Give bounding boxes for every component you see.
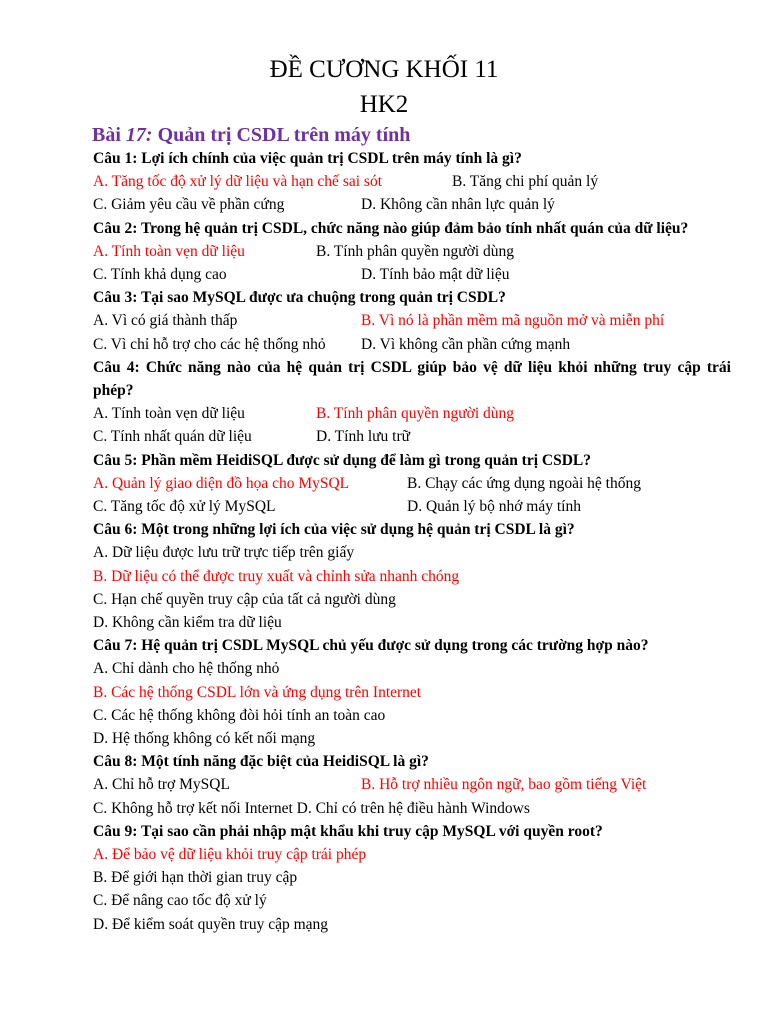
answer-option: C. Các hệ thống không đòi hỏi tính an toàn cao <box>93 706 386 724</box>
question-text: Câu 6: Một trong những lợi ích của việc sử dụng hệ quản trị CSDL là gì? <box>93 521 575 539</box>
answer-option: C. Hạn chế quyền truy cập của tất cả người dùng <box>93 590 396 608</box>
answer-option: D. Hệ thống không có kết nối mạng <box>93 729 316 747</box>
question-text: Câu 3: Tại sao MySQL được ưa chuộng trong quản trị CSDL? <box>93 289 506 307</box>
document-title: ĐỀ CƯƠNG KHỐI 11 <box>269 56 499 83</box>
answer-option: A. Chỉ dành cho hệ thống nhỏ <box>93 660 280 678</box>
answer-option: B. Hỗ trợ nhiều ngôn ngữ, bao gồm tiếng Việt <box>361 776 647 794</box>
answer-option: C. Để nâng cao tốc độ xử lý <box>93 892 267 910</box>
question-list <box>93 147 731 936</box>
answer-option: B. Chạy các ứng dụng ngoài hệ thống <box>407 474 641 492</box>
answer-option: B. Tính phân quyền người dùng <box>316 242 514 260</box>
answer-row <box>93 425 731 448</box>
answer-option: B. Vì nó là phần mềm mã nguồn mở và miễn phí <box>361 312 665 330</box>
lesson-prefix: Bài <box>92 124 126 146</box>
answer-row <box>93 333 731 356</box>
answer-option: D. Quản lý bộ nhớ máy tính <box>407 497 581 515</box>
answer-option: A. Tăng tốc độ xử lý dữ liệu và hạn chế sai sót <box>93 173 382 191</box>
answer-option: D. Tính bảo mật dữ liệu <box>361 265 510 283</box>
answer-option: D. Vì không cần phần cứng mạnh <box>361 335 571 353</box>
question-text: Câu 7: Hệ quản trị CSDL MySQL chủ yếu được sử dụng trong các trường hợp nào? <box>93 637 649 655</box>
answer-option: A. Vì có giá thành thấp <box>93 312 238 330</box>
lesson-name: Quản trị CSDL trên máy tính <box>152 124 411 146</box>
answer-option: A. Tính toàn vẹn dữ liệu <box>93 405 245 423</box>
lesson-heading <box>92 122 410 148</box>
answer-row <box>93 193 731 216</box>
question-text: Câu 8: Một tính năng đặc biệt của HeidiSQL là gì? <box>93 753 429 771</box>
answer-option: C. Tính nhất quán dữ liệu <box>93 428 252 446</box>
answer-row <box>93 495 731 518</box>
answer-row <box>93 240 731 263</box>
answer-option: C. Giảm yêu cầu về phần cứng <box>93 196 285 214</box>
answer-option: A. Để bảo vệ dữ liệu khỏi truy cập trái phép <box>93 845 367 863</box>
answer-option: A. Tính toàn vẹn dữ liệu <box>93 242 245 260</box>
answer-option: B. Tính phân quyền người dùng <box>316 405 514 423</box>
answer-row <box>93 773 731 796</box>
answer-option: A. Chỉ hỗ trợ MySQL <box>93 776 230 794</box>
answer-option: D. Tính lưu trữ <box>316 428 411 446</box>
answer-option: D. Để kiểm soát quyền truy cập mạng <box>93 915 329 933</box>
answer-row <box>93 263 731 286</box>
question-text: Câu 5: Phần mềm HeidiSQL được sử dụng để làm gì trong quản trị CSDL? <box>93 451 592 469</box>
question-text: Câu 4: Chức năng nào của hệ quản trị CSDL giúp bảo vệ dữ liệu khỏi những truy cập trái phép? <box>93 358 731 399</box>
answer-option: C. Tăng tốc độ xử lý MySQL <box>93 497 276 515</box>
answer-row <box>93 402 731 425</box>
answer-row <box>93 472 731 495</box>
lesson-number: 17: <box>125 124 153 146</box>
answer-option: A. Dữ liệu được lưu trữ trực tiếp trên giấy <box>93 544 355 562</box>
question-text: Câu 1: Lợi ích chính của việc quản trị CSDL trên máy tính là gì? <box>93 150 522 167</box>
answer-option: C. Vì chỉ hỗ trợ cho các hệ thống nhỏ <box>93 335 326 353</box>
answer-option: A. Quản lý giao diện đồ họa cho MySQL <box>93 474 350 492</box>
answer-option: B. Dữ liệu có thể được truy xuất và chỉnh sửa nhanh chóng <box>93 567 460 585</box>
answer-row <box>93 309 731 332</box>
answer-row <box>93 170 731 193</box>
answer-option: C. Tính khả dụng cao <box>93 265 227 283</box>
document-subtitle: HK2 <box>359 91 409 118</box>
answer-option: B. Tăng chi phí quản lý <box>452 173 599 191</box>
answer-option: D. Không cần kiểm tra dữ liệu <box>93 613 282 631</box>
answer-option: C. Không hỗ trợ kết nối Internet D. Chỉ có trên hệ điều hành Windows <box>93 799 530 817</box>
answer-option: B. Các hệ thống CSDL lớn và ứng dụng trên Internet <box>93 683 422 701</box>
question-text: Câu 2: Trong hệ quản trị CSDL, chức năng nào giúp đảm bảo tính nhất quán của dữ liệu? <box>93 219 689 237</box>
question-text: Câu 9: Tại sao cần phải nhập mật khẩu khi truy cập MySQL với quyền root? <box>93 822 603 840</box>
answer-option: D. Không cần nhân lực quản lý <box>361 196 555 214</box>
answer-option: B. Để giới hạn thời gian truy cập <box>93 869 298 887</box>
